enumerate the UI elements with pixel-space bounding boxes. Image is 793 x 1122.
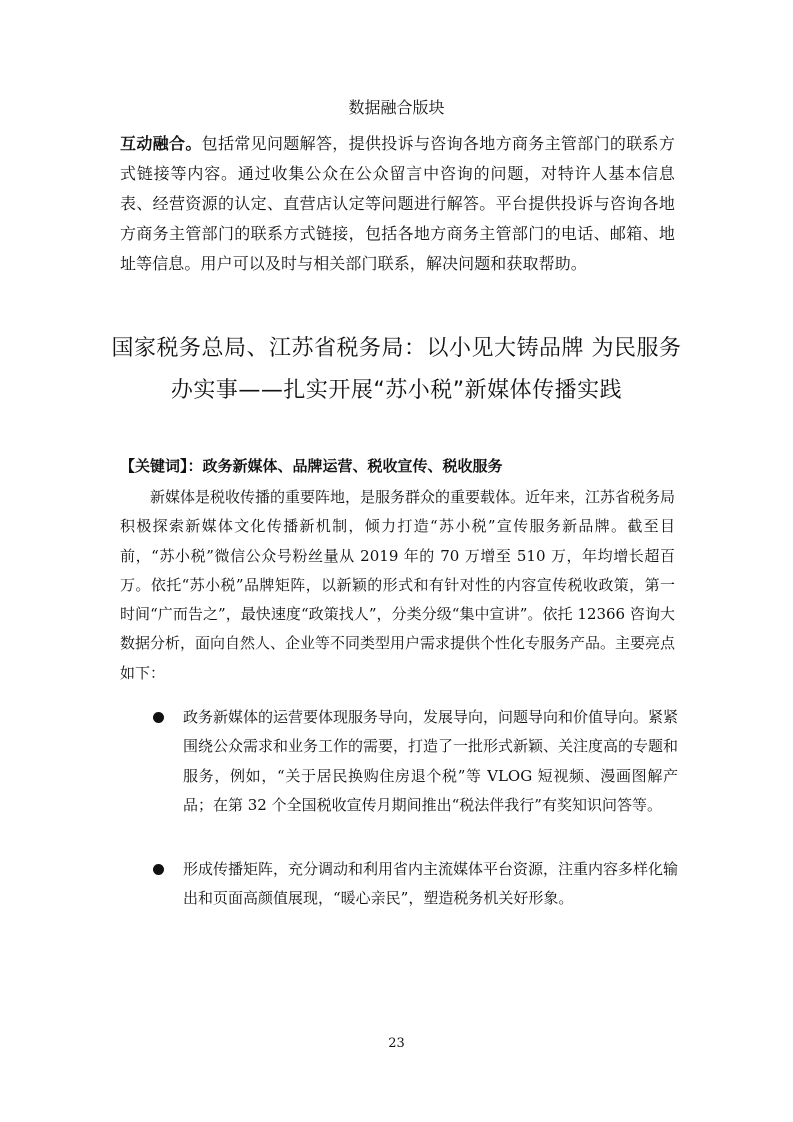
page-number: 23 bbox=[388, 1036, 405, 1051]
section-title: 数据融合版块 bbox=[348, 98, 445, 117]
article-headline-line1: 国家税务总局、江苏省税务局：以小见大铸品牌 为民服务 bbox=[111, 336, 682, 361]
article-headline-line2: 办实事——扎实开展“苏小税”新媒体传播实践 bbox=[170, 378, 623, 403]
bullet-icon bbox=[153, 712, 164, 723]
keywords-line: 【关键词】：政务新媒体、品牌运营、税收宣传、税收服务 bbox=[120, 457, 503, 475]
interaction-fusion-paragraph bbox=[120, 129, 675, 279]
article-intro-paragraph bbox=[120, 483, 675, 688]
paragraph-lead: 互动融合。 bbox=[120, 134, 202, 153]
bullet-icon bbox=[153, 864, 164, 875]
paragraph-body: 包括常见问题解答，提供投诉与咨询各地方商务主管部门的联系方式链接等内容。通过收集公众在公众留言中咨询的问题，对特许人基本信息表、经营资源的认定、直营店认定等问题进行解答。平台提供投诉与咨询各地方商务主管部门的联系方式链接，包括各地方商务主管部门的电话、邮箱、地址等信息。用户可以及时与相关部门联系，解决问题和获取帮助。 bbox=[120, 134, 675, 273]
bullet-text: 政务新媒体的运营要体现服务导向，发展导向，问题导向和价值导向。紧紧围绕公众需求和业务工作的需要，打造了一批形式新颖、关注度高的专题和服务，例如，“关于居民换购住房退个税”等 VLOG 短视频、漫画图解产品；在第 32 个全国税收宣传月期间推出“税法伴我行”有奖知识问答等。 bbox=[183, 708, 679, 814]
paragraph-body: 新媒体是税收传播的重要阵地，是服务群众的重要载体。近年来，江苏省税务局积极探索新媒体文化传播新机制，倾力打造“苏小税”宣传服务新品牌。截至目前，“苏小税”微信公众号粉丝量从 2019 年的 70 万增至 510 万，年均增长超百万。依托“苏小税”品牌矩阵，以新颖的形式和有针对性的内容宣传税收政策，第一时间“广而告之”，最快速度“政策找人”，分类分级“集中宣讲”。依托 12366 咨询大数据分析，面向自然人、企业等不同类型用户需求提供个性化专服务产品。主要亮点如下： bbox=[120, 488, 676, 682]
bullet-text: 形成传播矩阵，充分调动和利用省内主流媒体平台资源，注重内容多样化输出和页面高颜值展现，“暖心亲民”，塑造税务机关好形象。 bbox=[183, 860, 679, 908]
